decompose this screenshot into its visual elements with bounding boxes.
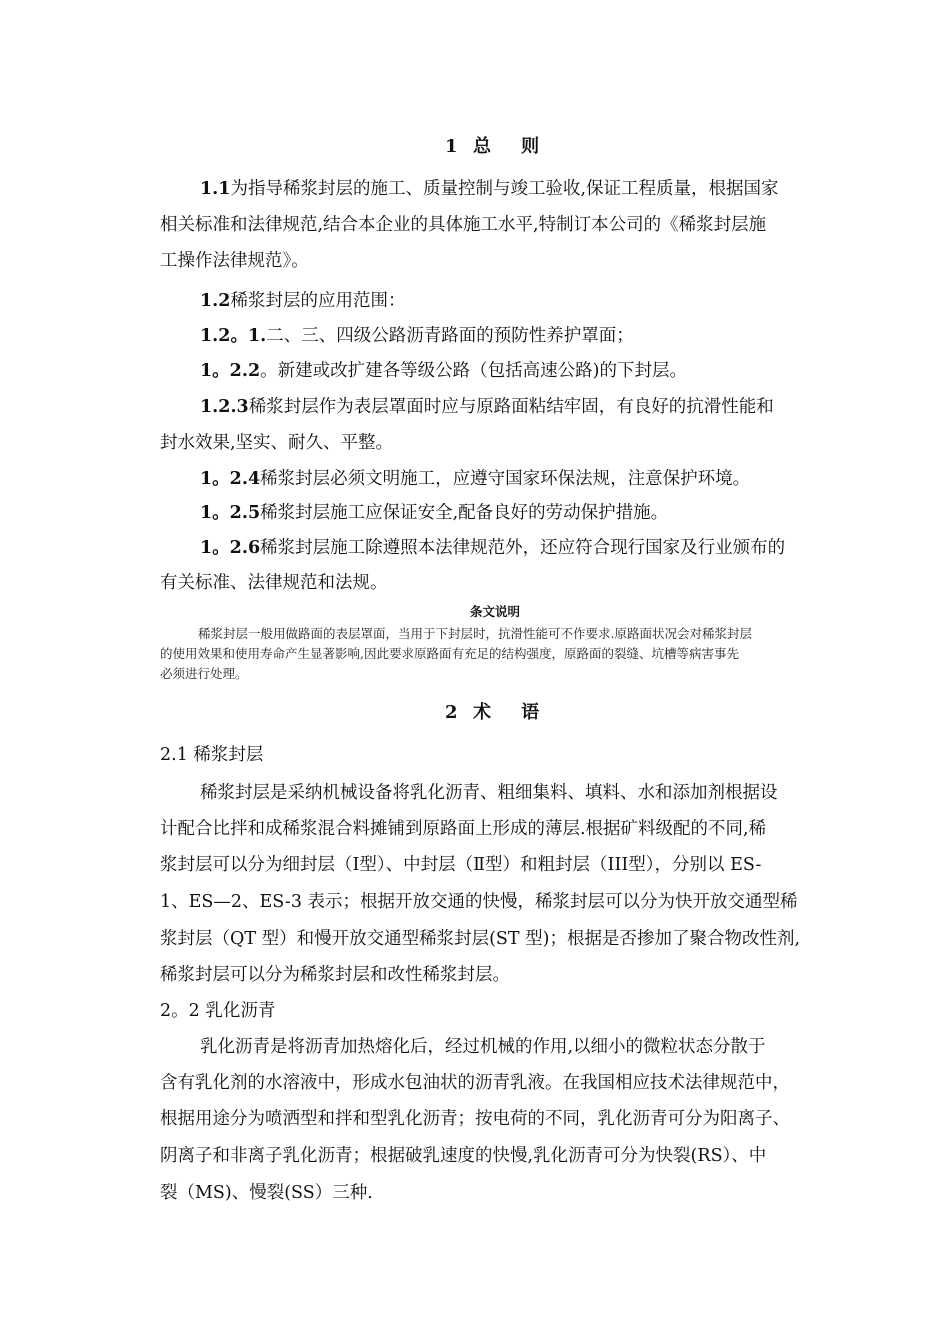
section-2-1-line-4: 1、ES—2、ES-3 表示；根据开放交通的快慢，稀浆封层可以分为快开放交通型稀 bbox=[160, 892, 798, 912]
clause-1-1-text: 为指导稀浆封层的施工、质量控制与竣工验收,保证工程质量，根据国家 bbox=[230, 179, 779, 199]
clause-1-2-1 bbox=[200, 323, 634, 349]
clause-1-2-4 bbox=[200, 466, 750, 492]
clause-1-2-2 bbox=[200, 358, 687, 384]
clause-1-2-3-line-1 bbox=[200, 394, 774, 420]
section-2-1-line-5: 浆封层（QT 型）和慢开放交通型稀浆封层(ST 型)；根据是否掺加了聚合物改性剂, bbox=[160, 929, 801, 949]
clause-1-2 bbox=[200, 288, 405, 314]
section-2-2-line-2: 含有乳化剂的水溶液中，形成水包油状的沥青乳液。在我国相应技术法律规范中， bbox=[160, 1073, 790, 1093]
section-2-2-line-5: 裂（MS)、慢裂(SS）三种. bbox=[160, 1183, 373, 1203]
clause-1-2-5-number: 1。2.5 bbox=[200, 503, 261, 523]
clause-1-2-4-number: 1。2.4 bbox=[200, 469, 261, 489]
chapter-2-heading: 2 术 语 bbox=[445, 702, 541, 723]
section-2-2-title: 2。2 乳化沥青 bbox=[160, 1001, 276, 1021]
explanation-line-1: 稀浆封层一般用做路面的表层罩面，当用于下封层时，抗滑性能可不作要求.原路面状况会对稀浆封层 bbox=[198, 626, 752, 641]
clause-1-1-number: 1.1 bbox=[200, 179, 231, 199]
explanation-line-3: 必须进行处理。 bbox=[160, 666, 248, 681]
chapter-1-heading: 1 总 则 bbox=[445, 136, 541, 157]
clause-1-1-line-2: 相关标准和法律规范,结合本企业的具体施工水平,特制订本公司的《稀浆封层施 bbox=[160, 215, 767, 235]
clause-1-1-line-1 bbox=[200, 176, 779, 202]
clause-1-2-3-text: 稀浆封层作为表层罩面时应与原路面粘结牢固，有良好的抗滑性能和 bbox=[248, 397, 774, 417]
section-2-1-line-1: 稀浆封层是采纳机械设备将乳化沥青、粗细集料、填料、水和添加剂根据设 bbox=[200, 783, 778, 803]
clause-1-2-3-line-2: 封水效果,坚实、耐久、平整。 bbox=[160, 433, 394, 453]
section-2-1-line-3: 浆封层可以分为细封层（Ⅰ型）、中封层（Ⅱ型）和粗封层（III型），分别以 ES- bbox=[160, 855, 762, 875]
section-2-2-line-1: 乳化沥青是将沥青加热熔化后，经过机械的作用,以细小的微粒状态分散于 bbox=[200, 1037, 766, 1057]
section-2-2-line-4: 阴离子和非离子乳化沥青；根据破乳速度的快慢,乳化沥青可分为快裂(RS）、中 bbox=[160, 1146, 767, 1166]
explanation-line-2: 的使用效果和使用寿命产生显著影响,因此要求原路面有充足的结构强度，原路面的裂缝、坑槽等病害事先 bbox=[160, 646, 739, 661]
explanation-title: 条文说明 bbox=[470, 604, 521, 619]
clause-1-2-6-line-2: 有关标准、法律规范和法规。 bbox=[160, 573, 388, 593]
clause-1-2-5-text: 稀浆封层施工应保证安全,配备良好的劳动保护措施。 bbox=[260, 503, 669, 523]
clause-1-2-3-number: 1.2.3 bbox=[200, 397, 249, 417]
clause-1-2-number: 1.2 bbox=[200, 291, 231, 311]
section-2-1-title: 2.1 稀浆封层 bbox=[160, 745, 264, 765]
clause-1-2-4-text: 稀浆封层必须文明施工，应遵守国家环保法规，注意保护环境。 bbox=[260, 469, 751, 489]
section-2-2-line-3: 根据用途分为喷洒型和拌和型乳化沥青；按电荷的不同，乳化沥青可分为阳离子、 bbox=[160, 1109, 790, 1129]
clause-1-2-1-number: 1.2。1. bbox=[200, 326, 267, 346]
clause-1-2-6-number: 1。2.6 bbox=[200, 538, 261, 558]
section-2-1-line-2: 计配合比拌和成稀浆混合料摊铺到原路面上形成的薄层.根据矿料级配的不同,稀 bbox=[160, 819, 767, 839]
clause-1-2-5 bbox=[200, 500, 668, 526]
clause-1-2-1-text: 二、三、四级公路沥青路面的预防性养护罩面； bbox=[266, 326, 634, 346]
clause-1-2-2-number: 1。2.2 bbox=[200, 361, 261, 381]
clause-1-2-2-text: 。新建或改扩建各等级公路（包括高速公路)的下封层。 bbox=[260, 361, 687, 381]
clause-1-1-line-3: 工操作法律规范》。 bbox=[160, 251, 309, 271]
clause-1-2-text: 稀浆封层的应用范围： bbox=[230, 291, 406, 311]
section-2-1-line-6: 稀浆封层可以分为稀浆封层和改性稀浆封层。 bbox=[160, 965, 510, 985]
clause-1-2-6-line-1 bbox=[200, 535, 785, 561]
clause-1-2-6-text: 稀浆封层施工除遵照本法律规范外，还应符合现行国家及行业颁布的 bbox=[260, 538, 786, 558]
